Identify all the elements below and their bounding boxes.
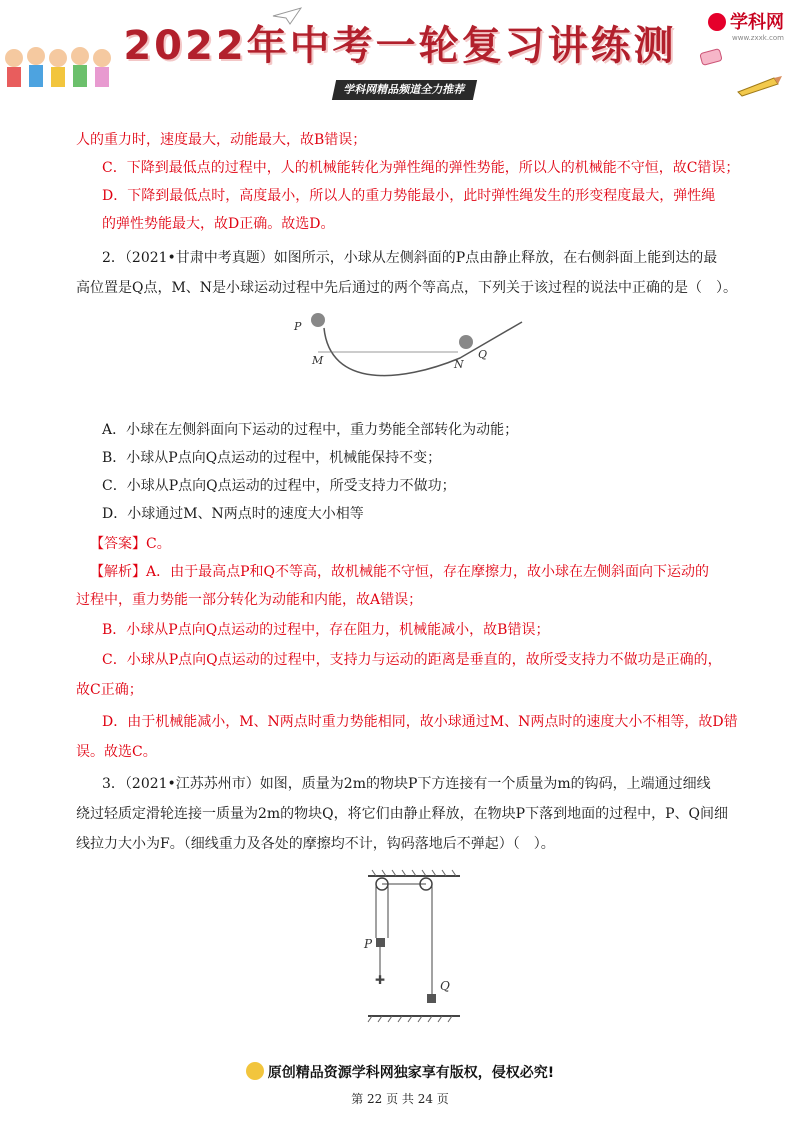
text-line: D．由于机械能减小，M、N两点时重力势能相同，故小球通过M、N两点时的速度大小不相等，故D错: [102, 714, 738, 730]
text-line: 过程中，重力势能一部分转化为动能和内能，故A错误；: [76, 592, 423, 608]
text-line: 线拉力大小为F。（细线重力及各处的摩擦均不计，钩码落地后不弹起）（ ）。: [76, 836, 555, 852]
label-q: Q: [478, 348, 488, 361]
label-q: Q: [440, 979, 450, 993]
page-title: 2022年中考一轮复习讲练测: [123, 23, 677, 69]
text-line: B．小球从P点向Q点运动的过程中，存在阻力，机械能减小，故B错误；: [102, 622, 550, 638]
mascot-icon: [246, 1062, 264, 1080]
label-m: M: [312, 354, 324, 367]
text-line: 3．（2021•江苏苏州市）如图，质量为2m的物块P下方连接有一个质量为m的钩码，上端通过细线: [102, 776, 711, 792]
text-line: 高位置是Q点，M、N是小球运动过程中先后通过的两个等高点，下列关于该过程的说法中正确的是（ ）。: [76, 280, 738, 296]
label-p: P: [294, 320, 302, 333]
label-n: N: [454, 358, 464, 371]
text-line: 2．（2021•甘肃中考真题）如图所示，小球从左侧斜面的P点由静止释放，在右侧斜面上能到达的最: [102, 250, 718, 266]
svg-text:✚: ✚: [375, 973, 386, 987]
text-line: C．下降到最低点的过程中，人的机械能转化为弹性绳的弹性势能，所以人的机械能不守恒，故C错误；: [102, 160, 740, 176]
ramp-figure: [290, 308, 530, 388]
text-line: 【解析】A．由于最高点P和Q不等高，故机械能不守恒，存在摩擦力，故小球在左侧斜面向下运动的: [90, 564, 710, 580]
text-line: B．小球从P点向Q点运动的过程中，机械能保持不变；: [102, 450, 442, 466]
text-line: D．小球通过M、N两点时的速度大小相等: [102, 506, 364, 522]
logo-icon: [708, 13, 726, 31]
text-line: C．小球从P点向Q点运动的过程中，支持力与运动的距离是垂直的，故所受支持力不做功是正确的，: [102, 652, 722, 668]
text-line: C．小球从P点向Q点运动的过程中，所受支持力不做功；: [102, 478, 456, 494]
eraser-icon: [698, 46, 726, 68]
pulley-figure: [360, 868, 470, 1028]
site-logo: 学科网 www.zxxk.com: [708, 8, 784, 42]
text-line: 的弹性势能最大，故D正确。故选D。: [102, 216, 335, 232]
recommend-banner: 学科网精品频道全力推荐: [332, 80, 477, 100]
page-number: 第 22 页 共 24 页: [351, 1092, 449, 1106]
text-line: 绕过轻质定滑轮连接一质量为2m的物块Q，将它们由静止释放，在物块P下落到地面的过程中，P、Q间细: [76, 806, 728, 822]
page-header: [0, 0, 800, 120]
copyright-note: 原创精品资源学科网独家享有版权，侵权必究!: [0, 1062, 800, 1082]
label-p: P: [364, 937, 373, 951]
kids-illustration: [0, 30, 120, 110]
text-line: 误。故选C。: [76, 744, 157, 760]
text-line: 【答案】C。: [90, 536, 171, 552]
text-line: D．下降到最低点时，高度最小，所以人的重力势能最小，此时弹性绳发生的形变程度最大，弹性绳: [102, 188, 716, 204]
pencil-icon: [734, 72, 784, 98]
text-line: 故C正确；: [76, 682, 143, 698]
text-line: 人的重力时，速度最大，动能最大，故B错误；: [76, 132, 367, 148]
text-line: A．小球在左侧斜面向下运动的过程中，重力势能全部转化为动能；: [102, 422, 519, 438]
kid-figure: [5, 47, 111, 87]
